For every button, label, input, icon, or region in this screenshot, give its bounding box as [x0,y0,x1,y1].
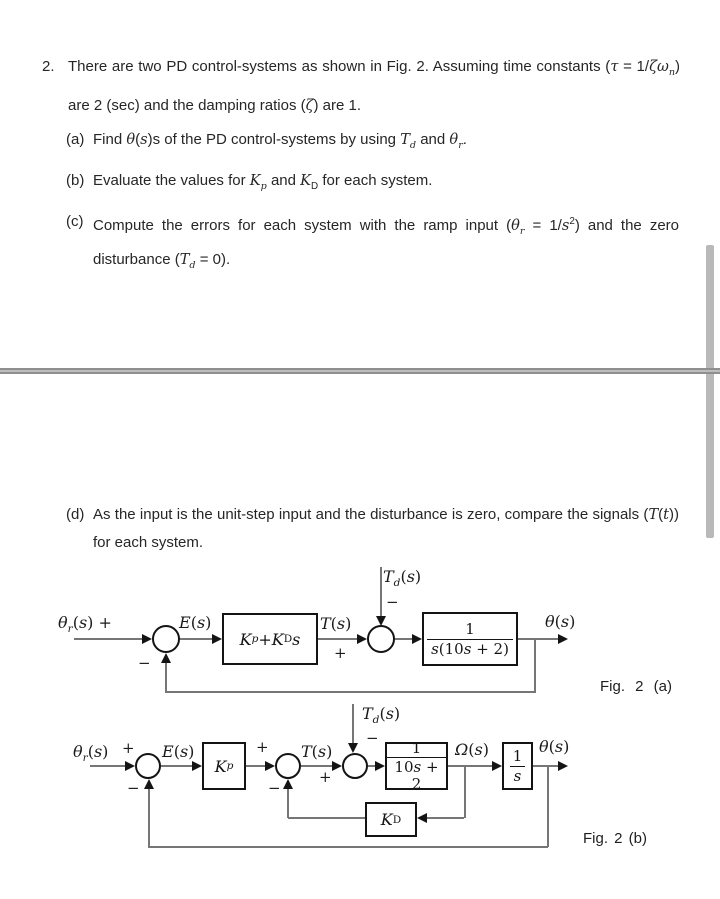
item-c [66,208,679,280]
item-d [66,501,679,557]
item-c-label: (c) [66,213,84,230]
signal-line [318,638,358,640]
arrow-right-icon [212,634,222,644]
summing-junction [135,753,161,779]
rate-feedback-line [464,766,466,818]
torque-label: T(s) [320,614,352,633]
arrow-right-icon [375,761,385,771]
problem-number: 2. [42,58,55,75]
arrow-right-icon [125,761,135,771]
signal-line [518,638,559,640]
item-b-text: Evaluate the values for $K_p$ and $K_D$ for each system. [93,172,433,192]
outer-feedback-line [547,766,549,847]
signal-line [161,765,192,767]
arrow-right-icon [558,634,568,644]
plus-sign: + [319,768,332,786]
torque-label: T(s) [301,742,333,761]
fraction-denominator: s [510,766,526,785]
signal-line [74,638,144,640]
arrow-down-icon [348,743,358,753]
arrow-right-icon [357,634,367,644]
feedback-line [534,639,536,692]
item-a-text: Find θ(s)s of the PD control-systems by using $T_d$ and $\theta_r$. [93,131,467,151]
plant-block [385,738,448,793]
summing-junction [367,625,395,653]
fraction-numerator: 1 [465,620,475,638]
arrow-right-icon [265,761,275,771]
signal-line [368,765,375,767]
feedback-line [165,663,167,692]
item-a [66,126,679,160]
arrow-right-icon [142,634,152,644]
signal-line [533,765,558,767]
disturbance-line [352,704,354,744]
fraction-numerator: 1 [512,747,523,765]
plus-sign: + [334,644,347,662]
fraction-denominator: 10s + 2 [387,757,446,792]
arrow-right-icon [332,761,342,771]
item-a-label: (a) [66,131,85,148]
signal-line [180,638,214,640]
arrow-right-icon [492,761,502,771]
arrow-up-icon [144,779,154,789]
rate-feedback-line [288,817,365,819]
integrator-block [502,742,533,790]
disturbance-label: $T_d(s)$ [362,704,401,727]
plant-transfer-function [387,740,446,793]
signal-line [301,765,332,767]
controller-block: K p + K D s [222,613,318,665]
outer-feedback-line [148,846,548,848]
rate-feedback-line [287,789,289,818]
fraction-numerator: 1 [411,738,422,757]
minus-sign: − [138,654,151,672]
page-break-divider [0,368,720,374]
outer-feedback-line [148,789,150,847]
kp-block: K p [202,742,246,790]
arrow-right-icon [558,761,568,771]
item-b-label: (b) [66,172,85,189]
input-label: $\theta_r(s)$ [73,742,109,765]
item-b [66,167,679,201]
arrow-right-icon [412,634,422,644]
scrollbar-thumb[interactable] [706,245,714,538]
item-d-label: (d) [66,506,85,523]
input-label: $\theta_r(s)$ + [58,613,112,636]
problem-paragraph [42,50,680,122]
error-label: E(s) [162,742,195,761]
output-label: θ(s) [539,737,570,756]
summing-junction [342,753,368,779]
plant-transfer-function [427,621,513,657]
output-label: θ(s) [545,612,576,631]
rate-feedback-line [427,817,464,819]
integrator-transfer-function [510,748,526,784]
arrow-right-icon [192,761,202,771]
arrow-up-icon [283,779,293,789]
fraction-denominator: s(10s + 2) [427,639,513,658]
minus-sign: − [268,779,281,797]
item-d-text: As the input is the unit-step input and the disturbance is zero, compare the signals (T(t)) for each system. [93,506,679,551]
plus-sign: + [256,738,269,756]
problem-intro: There are two PD control-systems as shown in Fig. 2. Assuming time constants $(\tau = 1/\zeta\omega_n)$ are 2 (sec) and the damping ratios (ζ) are 1. [68,58,681,114]
figure-2b-caption: Fig. 2 (b) [583,830,648,847]
kd-block: K D [365,802,417,837]
arrow-left-icon [417,813,427,823]
summing-junction [152,625,180,653]
feedback-line [165,691,536,693]
minus-sign: − [386,593,399,611]
item-c-text: Compute the errors for each system with the ramp input $(\theta_r = 1/s^2)$ and the zero disturbance $(T_d = 0)$. [93,216,680,271]
signal-line [246,765,265,767]
plus-sign: + [122,739,135,757]
signal-line [448,765,492,767]
minus-sign: − [366,729,379,747]
omega-label: Ω(s) [455,740,489,759]
summing-junction [275,753,301,779]
figure-2a-caption: Fig. 2 (a) [600,678,673,695]
minus-sign: − [127,779,140,797]
disturbance-label: $T_d(s)$ [383,567,422,590]
error-label: E(s) [179,613,212,632]
plant-block [422,612,518,666]
arrow-up-icon [161,653,171,663]
disturbance-line [380,567,382,618]
signal-line [90,765,127,767]
